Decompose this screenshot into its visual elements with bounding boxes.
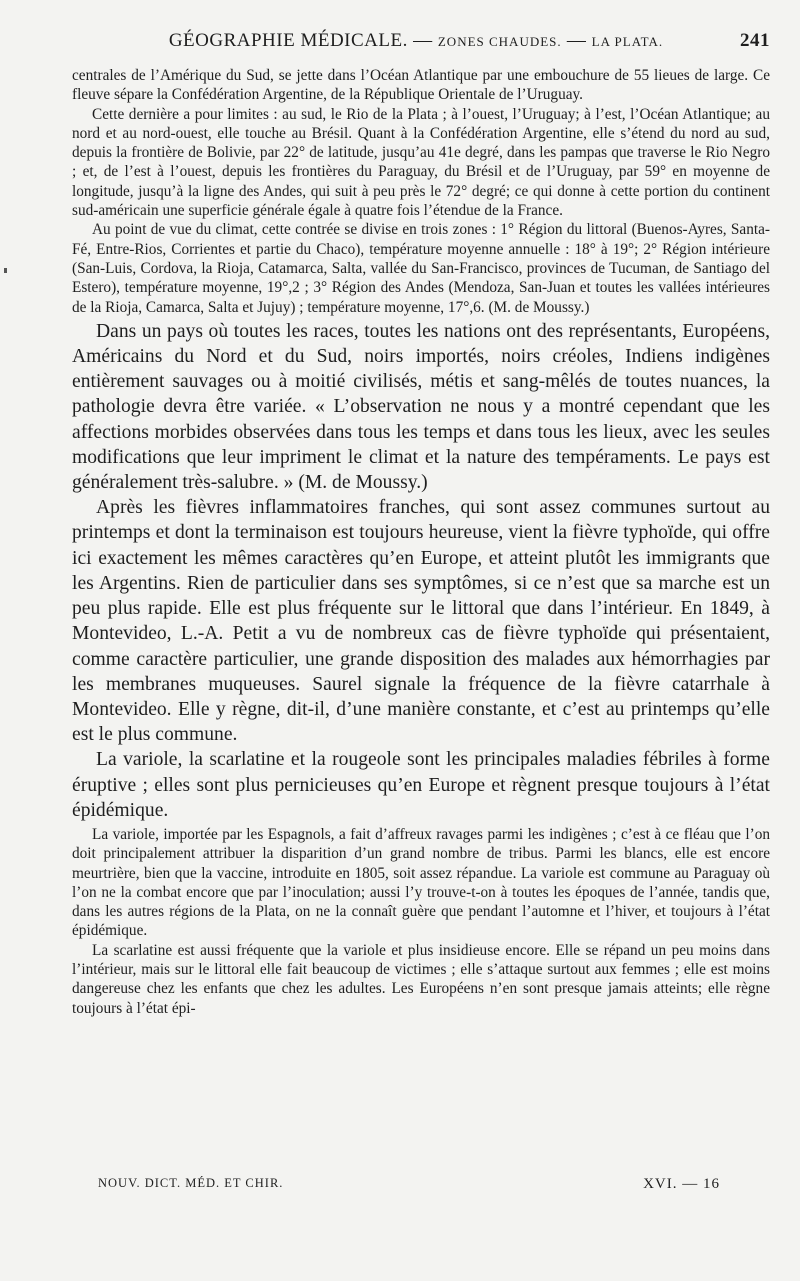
running-header: [72, 30, 770, 60]
footer-imprint: NOUV. DICT. MÉD. ET CHIR.: [98, 1176, 284, 1190]
paragraph: La variole, importée par les Espagnols, a fait d’affreux ravages parmi les indigènes ; c’est à ce fléau que l’on doit principalement attribuer la disparition d’un grand nombre de tribus. Parmi les blancs, elle est encore meurtrière, bien que la vaccine, introduite en 1805, soit assez répandue. La variole est commune au Paraguay où l’on ne la combat encore que par l’inoculation; aussi l’y trouve-t-on à toutes les époques de l’année, tandis que, dans les autres régions de la Plata, on ne la connaît guère que pendant l’automne et l’hiver, et toujours à l’état épidémique.: [72, 825, 770, 940]
header-subsection: LA PLATA.: [591, 34, 664, 49]
header-dash: —: [566, 30, 587, 51]
footer-signature: XVI. — 16: [643, 1176, 720, 1192]
paragraph: Cette dernière a pour limites : au sud, le Rio de la Plata ; à l’ouest, l’Uruguay; à l’est, l’Océan Atlantique; au nord et au nord-ouest, elle touche au Brésil. Quant à la Confédération Argentine, elle s’étend du nord au sud, depuis la frontière de Bolivie, par 22° de latitude, jusqu’au 41e degré, dans les pampas que traverse le Rio Negro ; et, de l’est à l’ouest, depuis les frontières du Paraguay, du Brésil et de l’Uruguay, par 59° en moyenne de longitude, jusqu’à la ligne des Andes, qui suit à peu près le 72° degré; ce qui donne à cette portion du continent sud-américain une superficie générale égale à quatre fois l’étendue de la France.: [72, 105, 770, 220]
margin-mark: [4, 268, 7, 273]
paragraph: Après les fièvres inflammatoires franches, qui sont assez communes surtout au printemps et dont la terminaison est toujours heureuse, vient la fièvre typhoïde, qui offre ici exactement les mêmes caractères qu’en Europe, et atteint plutôt les immigrants que les Argentins. Rien de particulier dans ses symptômes, si ce n’est que sa marche est un peu plus rapide. Elle est plus fréquente sur le littoral que dans l’intérieur. En 1849, à Montevideo, L.-A. Petit a vu de nombreux cas de fièvre typhoïde qui présentaient, comme caractère particulier, une grande disposition des malades aux hémorrhagies par les membranes muqueuses. Saurel signale la fréquence de la fièvre catarrhale à Montevideo. Elle y règne, dit-il, d’une manière constante, et c’est au printemps qu’elle est le plus commune.: [72, 497, 770, 746]
header-text: [72, 30, 720, 52]
header-section: ZONES CHAUDES.: [437, 34, 562, 49]
body-text: [72, 66, 770, 1018]
page-number: 241: [740, 30, 770, 51]
header-title: GÉOGRAPHIE MÉDICALE.: [168, 30, 408, 51]
paragraph: La variole, la scarlatine et la rougeole sont les principales maladies fébriles à forme éruptive ; elles sont plus pernicieuses qu’en Europe et règnent presque toujours à l’état épidémique.: [72, 749, 770, 821]
paragraph: Dans un pays où toutes les races, toutes les nations ont des représentants, Européens, Américains du Nord et du Sud, noirs importés, noirs créoles, Indiens indigènes entièrement sauvages ou à moitié civilisés, métis et sang-mêlés de toutes nuances, la pathologie devra être variée. « L’observation ne nous y a montré cependant que les affections morbides observées dans tous les temps et dans tous les lieux, avec les seules modifications que leur impriment le climat et la nature des tempéraments. Le pays est généralement très-salubre. » (M. de Moussy.): [72, 320, 770, 494]
paragraph: Au point de vue du climat, cette contrée se divise en trois zones : 1° Région du littoral (Buenos-Ayres, Santa-Fé, Entre-Rios, Corrientes et partie du Chaco), température moyenne annuelle : 18° à 19°; 2° Région intérieure (San-Luis, Cordova, la Rioja, Catamarca, Salta, vallée du San-Francisco, provinces de Tucuman, de Santiago del Estero), température moyenne, 19°,2 ; 3° Région des Andes (Mendoza, San-Juan et toutes les vallées intérieures de la Rioja, Camarca, Salta et Jujuy) ; température moyenne, 17°,6. (M. de Moussy.): [72, 221, 770, 316]
page-footer: [98, 1176, 720, 1193]
paragraph: La scarlatine est aussi fréquente que la variole et plus insidieuse encore. Elle se répand un peu moins dans l’intérieur, mais sur le littoral elle fait beaucoup de victimes ; elle s’attaque surtout aux femmes ; elle est moins dangereuse chez les enfants que chez les adultes. Les Européens n’en sont presque jamais atteints; elle règne toujours à l’état épi-: [72, 941, 770, 1017]
header-dash: —: [413, 30, 433, 51]
paragraph: centrales de l’Amérique du Sud, se jette dans l’Océan Atlantique par une embouchure de 55 lieues de large. Ce fleuve sépare la Confédération Argentine, de la République Orientale de l’Uruguay.: [72, 67, 770, 104]
